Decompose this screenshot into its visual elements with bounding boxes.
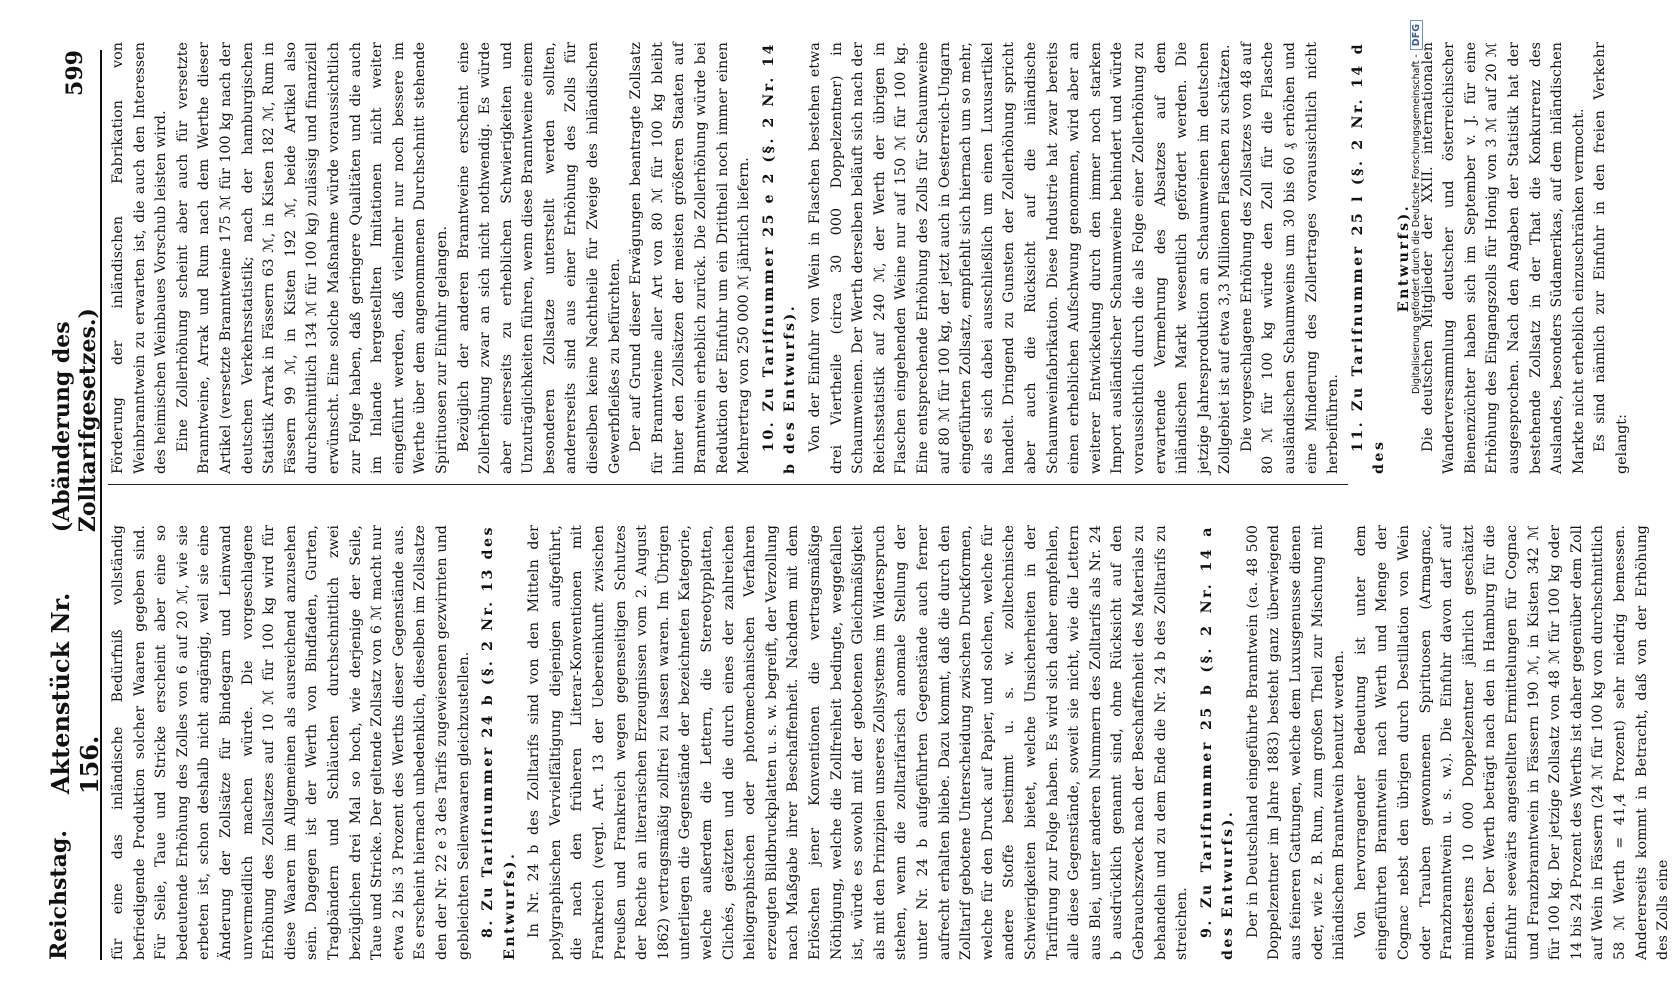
- text-column-left: [108, 525, 1672, 960]
- header-left-group: [46, 532, 104, 960]
- paragraph-right-b: Eine Zollerhöhung scheint aber auch für versetzte Branntweine, Arrak und Rum nach dem Werthe dieser Artikel (versetzte Branntweine 175 ℳ für 100 kg nach der deutschen Verkehrsstatistik; nach der hamburgischen Statistik Arrak in Fässern 63 ℳ, in Kisten 182 ℳ, Rum in Fässern 99 ℳ, in Kisten 192 ℳ, beide Artikel also durchschnittlich 134 ℳ für 100 kg) zulässig und finanziell erwünscht. Eine solche Maßnahme würde voraussichtlich zur Folge haben, daß geringere Qualitäten und die auch im Inlande hergestellten Imitationen nicht weiter eingeführt werden, daß vielmehr nur noch bessere im Werthe über dem angenommenen Durchschnitt stehende Spirituosen zur Einfuhr gelangen.: [174, 42, 450, 474]
- paragraph-right-c: Bezüglich der anderen Branntweine erscheint eine Zollerhöhung zwar an sich nicht nothwendig. Es würde aber einerseits zu erheblichen Schwierigkeiten und Unzuträglichkeiten führen, wenn diese Branntweine einem besonderen Zollsatze unterstellt werden sollten, andererseits sind aus einer Erhöhung des Zolls für dieselben keine Nachtheile für Zweige des inländischen Gewerbfleißes zu befürchten.: [455, 42, 623, 474]
- paragraph-right-d: Der auf Grund dieser Erwägungen beantragte Zollsatz für Branntweine aller Art von 80 ℳ für 100 kg bleibt hinter den Zollsätzen der meisten größeren Staaten auf Branntwein erheblich zurück. Die Zollerhöhung würde bei Reduktion der Einfuhr um ein Drittheil noch immer einen Mehrertrag von 250 000 ℳ jährlich liefern.: [628, 42, 753, 474]
- dfg-logo: DFG: [1410, 20, 1423, 50]
- header-reichstag: Reichstag.: [46, 830, 72, 960]
- section-heading-10: 10. Zu Tarifnummer 25 e 2 (§. 2 Nr. 14 b des Entwurfs).: [760, 42, 799, 474]
- paragraph-continuation: für eine das inländische Bedürfniß vollständig befriedigende Produktion solcher Waaren gegeben sind. Für Seile, Taue und Stricke erscheint aber eine so bedeutende Erhöhung des Zolles von 6 auf 20 ℳ, wie sie erbeten ist, schon deshalb nicht angängig, weil sie eine Änderung der Zollsätze für Bindegarn und Leinwand unvermeidlich machen würde. Die vorgeschlagene Erhöhung des Zollsatzes auf 10 ℳ für 100 kg wird für diese Waaren im Allgemeinen als ausreichend anzusehen sein. Dagegen ist der Werth von Bindfaden, Gurten, Tragbändern und Schläuchen durchschnittlich zwei bezüglichen drei Mal so hoch, wie derjenige der Seile, Taue und Stricke. Der geltende Zollsatz von 6 ℳ macht nur etwa 2 bis 3 Prozent des Werths dieser Gegenstände aus. Es erscheint hiernach unbedenklich, dieselben im Zollsatze den der Nr. 22 e 3 des Tarifs zugewiesenen gezwirnten und gebleichten Seilenwaaren gleichzustellen.: [110, 525, 472, 960]
- paragraph-right-a: Förderung der inländischen Fabrikation von Weinbranntwein zu erwarten ist, die auch den Interessen des heimischen Weinbaues Vorschub leisten wird.: [110, 42, 170, 474]
- paragraph-section-8: In Nr. 24 b des Zolltarifs sind von den Mitteln der polygraphischen Vervielfältigung diejenigen aufgeführt, die nach den früheren Literar-Konventionen mit Frankreich (vergl. Art. 13 der Uebereinkunft zwischen Preußen und Frankreich wegen gegenseitigen Schutzes der Rechte an literarischen Erzeugnissen vom 2. August 1862) vertragsmäßig zollfrei zu lassen waren. Im Übrigen unterliegen die Gegenstände der bezeichneten Kategorie, welche außerdem die Lettern, die Stereotypplatten, Clichés, geätzten und die durch eines der zahlreichen heliographischen oder photomechanischen Verfahren erzeugten Bildbruckplatten u. s. w. begreift, der Verzollung nach Maßgabe ihrer Beschaffenheit. Nachdem mit dem Erlöschen jener Konventionen die vertragsmäßige Nöthigung, welche die Zollfreiheit bedingte, weggefallen ist, würde es sowohl mit der gebotenen Gleichmäßigkeit als mit den Prinzipien unseres Zollsystems im Widerspruch stehen, wenn die zolltarifarisch anomale Stellung der unter Nr. 24 b aufgeführten Gegenstände auch ferner aufrecht erhalten bliebe. Dazu kommt, daß die durch den Zolltarif gebotene Unterscheidung zwischen Druckformen, welche für den Druck auf Papier, und solchen, welche für andere Stoffe bestimmt u. s. w. zolltechnische Schwierigkeiten bietet, welche Unsicherheiten in der Tarifirung zur Folge haben. Es wird sich daher empfehlen, alle diese Gegenstände, soweit sie nicht, wie die Lettern aus Blei, unter anderen Nummern des Zolltarifs als Nr. 24 b ausdrücklich genannt sind, ohne Rücksicht auf den Gebrauchszweck nach der Beschaffenheit des Materials zu behandeln und zu dem Ende die Nr. 24 b des Zolltarifs zu streichen.: [526, 525, 1191, 960]
- page-header: [46, 50, 104, 960]
- paragraph-section-10b: Die vorgeschlagene Erhöhung des Zollsatzes von 48 auf 80 ℳ für 100 kg würde den Zoll für die Flasche ausländischen Schaumweins um 30 bis 60 ₰ erhöhen und eine Minderung des Zollertrages voraussichtlich nicht herbeiführen.: [1238, 42, 1342, 474]
- paragraph-section-9b: Von hervorragender Bedeutung ist unter dem eingeführten Branntwein nach Werth und Menge der Cognac nebst den übrigen durch Destillation von Wein oder Trauben gewonnenen Spirituosen (Armagnac, Franzbranntwein u. s. w.). Die Einfuhr davon darf auf mindestens 10 000 Doppelzentner jährlich geschätzt werden. Der Werth beträgt nach den in Hamburg für die Einfuhr seewärts angestellten Ermittelungen für Cognac und Franzbranntwein in Fässern 190 ℳ, in Kisten 342 ℳ für 100 kg. Der jetzige Zollsatz von 48 ℳ für 100 kg oder 14 bis 24 Prozent des Werths ist daher gegenüber dem Zoll auf Wein in Fässern (24 ℳ für 100 kg von durchschnittlich 58 ℳ Werth = 41,4 Prozent) sehr niedrig bemessen. Andererseits kommt in Betracht, daß von der Erhöhung des Zolls eine: [1352, 525, 1672, 960]
- header-title: (Abänderung des Zolltarifgesetzes.): [49, 308, 101, 533]
- digitization-footer: [1410, 20, 1423, 980]
- page-number: 599: [62, 50, 88, 96]
- header-document-number: Aktenstück Nr. 156.: [46, 592, 104, 795]
- paragraph-section-11b: Es sind nämlich zur Einfuhr in den freien Verkehr gelangt:: [1592, 42, 1630, 474]
- section-heading-11-cont: Entwurfs).: [1396, 203, 1413, 313]
- section-heading-9: 9. Zu Tarifnummer 25 b (§. 2 Nr. 14 a des Entwurfs).: [1198, 525, 1237, 960]
- paragraph-section-11a: Die deutschen Mitglieder der XXII. internationalen Wanderversammlung deutscher und österreichischer Bienenzüchter haben sich im September v. J. für eine Erhöhung des Eingangszolls für Honig von 3 ℳ auf 20 ℳ ausgesprochen. Nach den Angaben der Statistik hat der bestehende Zollsatz in der That die Konkurrenz des Auslandes, besonders Südamerikas, auf dem inländischen Markte nicht erheblich einzuschränken vermocht.: [1419, 42, 1587, 474]
- section-heading-11: 11. Zu Tarifnummer 25 l (§. 2 Nr. 14 d des: [1349, 42, 1388, 474]
- footer-text: Digitalisierung gefördert durch die Deutsche Forschungsgemeinschaft -: [1411, 54, 1422, 394]
- paragraph-section-10a: Von der Einfuhr von Wein in Flaschen bestehen etwa drei Viertheile (circa 30 000 Doppelzentner) in Schaumweinen. Der Werth derselben beläuft sich nach der Reichsstatistik auf 240 ℳ, der Werth der übrigen in Flaschen eingehenden Weine nur auf 150 ℳ für 100 kg. Eine entsprechende Erhöhung des Zolls für Schaumweine auf 80 ℳ für 100 kg, der jetzt auch in Oesterreich-Ungarn eingeführten Zollsatz, empfiehlt sich hiernach um so mehr, als es sich dabei ausschließlich um einen Luxusartikel handelt. Dringend zu Gunsten der Zollerhöhung spricht aber auch die Rücksicht auf die inländische Schaumweinfabrikation. Diese Industrie hat zwar bereits einen erheblichen Aufschwung genommen, wird aber an weiterer Entwickelung durch den immer noch starken Import ausländischer Schaumweine behindert und würde voraussichtlich durch die als Folge einer Zollerhöhung zu erwartende Vermehrung des Absatzes auf dem inländischen Markt wesentlich gefördert werden. Die jetzige Jahresproduktion an Schaumweinen im deutschen Zollgebiet ist auf etwa 3,3 Millionen Flaschen zu schätzen.: [807, 42, 1234, 474]
- paragraph-section-9a: Der in Deutschland eingeführte Branntwein (ca. 48 500 Doppelzentner im Jahre 1883) besteht ganz überwiegend aus feineren Gattungen, welche dem Luxusgenusse dienen oder, wie z. B. Rum, zum großen Theil zur Mischung mit inländischem Branntwein benutzt werden.: [1244, 525, 1348, 960]
- section-heading-8: 8. Zu Tarifnummer 24 b (§. 2 Nr. 13 des Entwurfs).: [480, 525, 518, 960]
